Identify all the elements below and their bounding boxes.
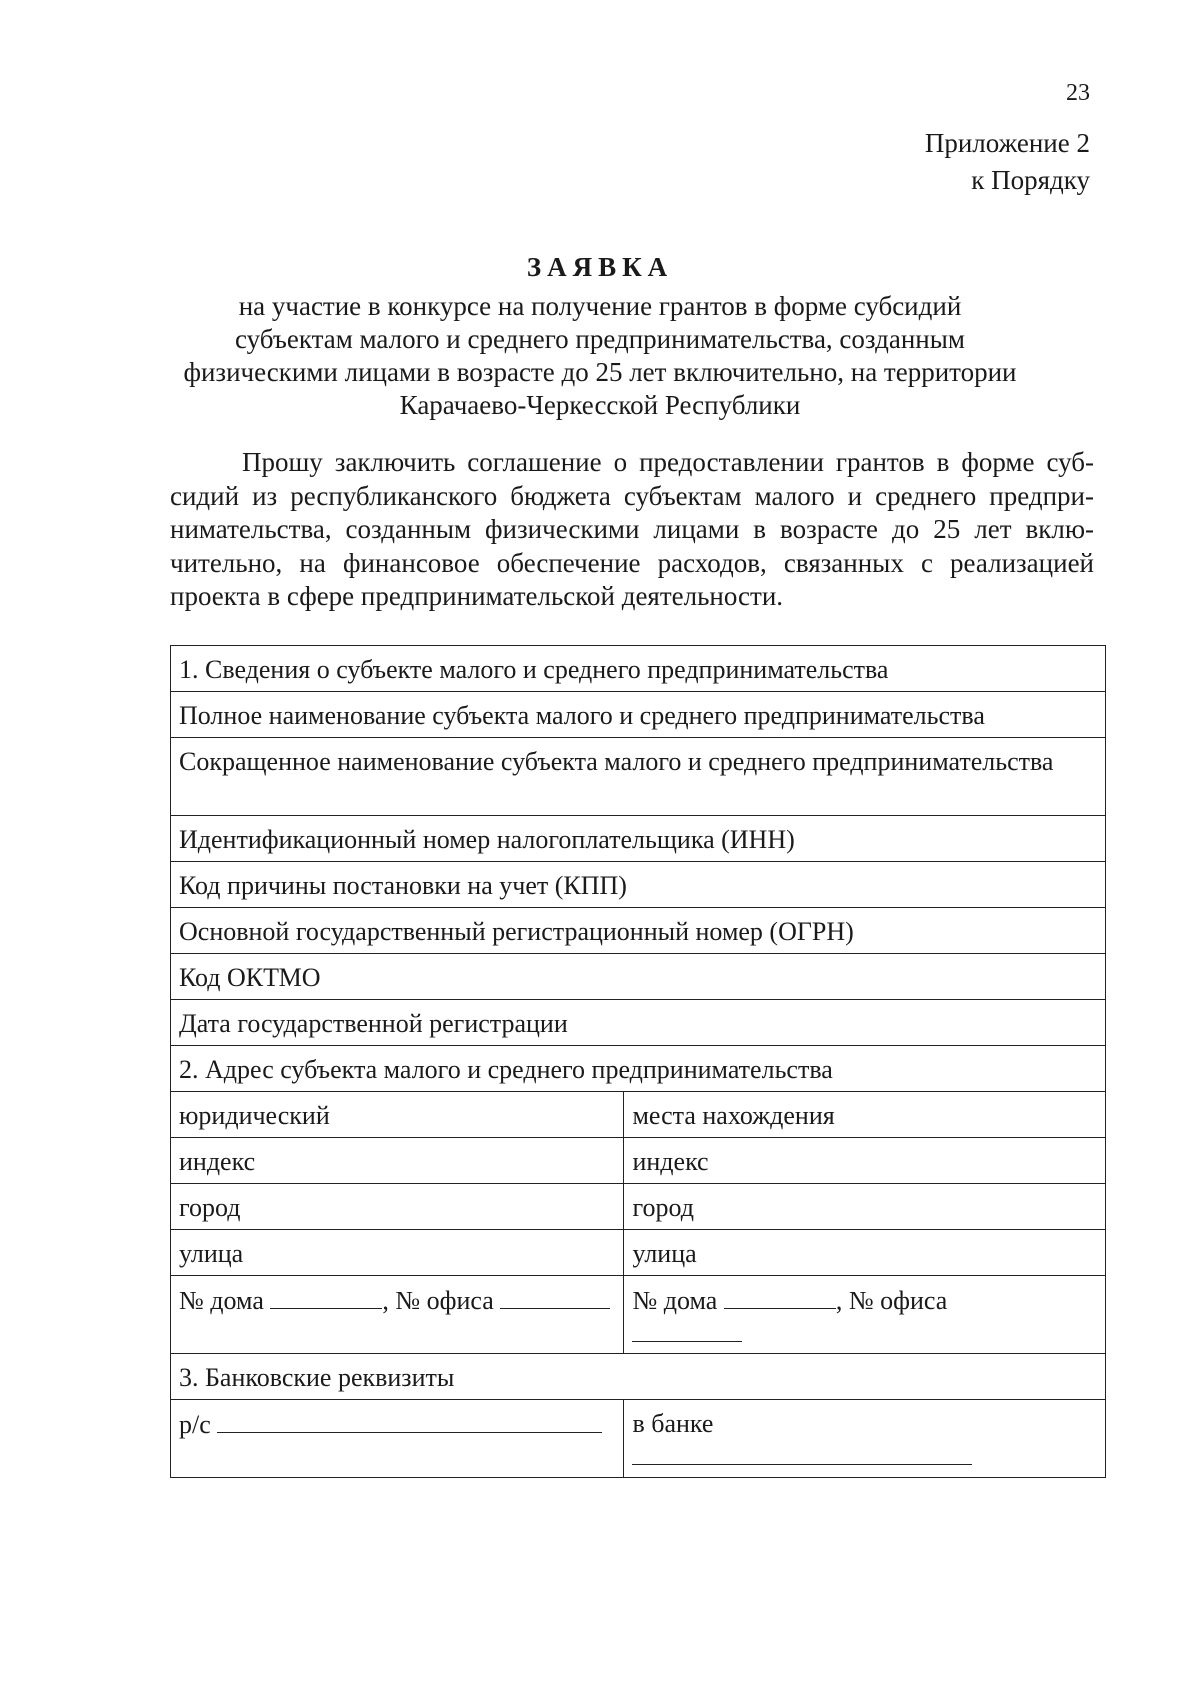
short-name-field[interactable]: Сокращенное наименование субъекта малого и среднего предпринимательства <box>171 738 1106 816</box>
house-label: № дома <box>632 1286 718 1315</box>
subtitle-line: Карачаево-Черкесской Республики <box>399 390 801 420</box>
kpp-field[interactable]: Код причины постановки на учет (КПП) <box>171 862 1106 908</box>
request-paragraph: Прошу заключить соглашение о предоставлении грантов в форме субсидий из республиканского бюджета субъектам малого и среднего предпринимательства, созданным физическими лицами в возрасте до 25 лет включительно, на финансовое обеспечение расходов, связанных с реализацией проекта в сфере предпринимательской деятельности. <box>170 447 1094 611</box>
location-address-header: места нахождения <box>624 1092 1106 1138</box>
section-3-heading: 3. Банковские реквизиты <box>171 1354 1106 1400</box>
office-blank[interactable] <box>632 1317 742 1342</box>
inn-field[interactable]: Идентификационный номер налогоплательщика (ИНН) <box>171 816 1106 862</box>
office-label: , № офиса <box>382 1286 494 1315</box>
appendix-line: к Порядку <box>971 165 1090 195</box>
location-city-field[interactable]: город <box>624 1184 1106 1230</box>
section-2-heading: 2. Адрес субъекта малого и среднего предпринимательства <box>171 1046 1106 1092</box>
oktmo-field[interactable]: Код ОКТМО <box>171 954 1106 1000</box>
account-field[interactable] <box>171 1400 624 1478</box>
legal-street-field[interactable]: улица <box>171 1230 624 1276</box>
bank-blank[interactable] <box>632 1440 972 1465</box>
legal-index-field[interactable]: индекс <box>171 1138 624 1184</box>
subtitle-line: субъектам малого и среднего предпринимательства, созданным <box>235 324 965 354</box>
account-label: р/с <box>179 1410 211 1439</box>
office-blank[interactable] <box>500 1284 610 1309</box>
subtitle-line: на участие в конкурсе на получение грантов в форме субсидий <box>238 291 962 321</box>
legal-address-header: юридический <box>171 1092 624 1138</box>
house-label: № дома <box>179 1286 264 1315</box>
house-blank[interactable] <box>270 1284 382 1309</box>
ogrn-field[interactable]: Основной государственный регистрационный номер (ОГРН) <box>171 908 1106 954</box>
section-1-heading: 1. Сведения о субъекте малого и среднего предпринимательства <box>171 646 1106 692</box>
office-label: , № офиса <box>835 1286 948 1315</box>
full-name-field[interactable]: Полное наименование субъекта малого и среднего предпринимательства <box>171 692 1106 738</box>
account-blank[interactable] <box>217 1408 602 1433</box>
document-subtitle <box>100 290 1100 422</box>
bank-label: в банке <box>632 1409 714 1438</box>
document-title: ЗАЯВКА <box>526 252 674 282</box>
subtitle-line: физическими лицами в возрасте до 25 лет включительно, на территории <box>183 357 1017 387</box>
registration-date-field[interactable]: Дата государственной регистрации <box>171 1000 1106 1046</box>
appendix-line: Приложение 2 <box>924 128 1090 158</box>
application-form-table <box>170 645 1106 1478</box>
legal-house-office-field[interactable] <box>171 1276 624 1354</box>
appendix-reference <box>925 125 1090 199</box>
bank-field[interactable] <box>624 1400 1106 1478</box>
legal-city-field[interactable]: город <box>171 1184 624 1230</box>
location-index-field[interactable]: индекс <box>624 1138 1106 1184</box>
location-street-field[interactable]: улица <box>624 1230 1106 1276</box>
location-house-office-field[interactable] <box>624 1276 1106 1354</box>
page-number: 23 <box>1066 80 1090 106</box>
house-blank[interactable] <box>724 1284 836 1309</box>
